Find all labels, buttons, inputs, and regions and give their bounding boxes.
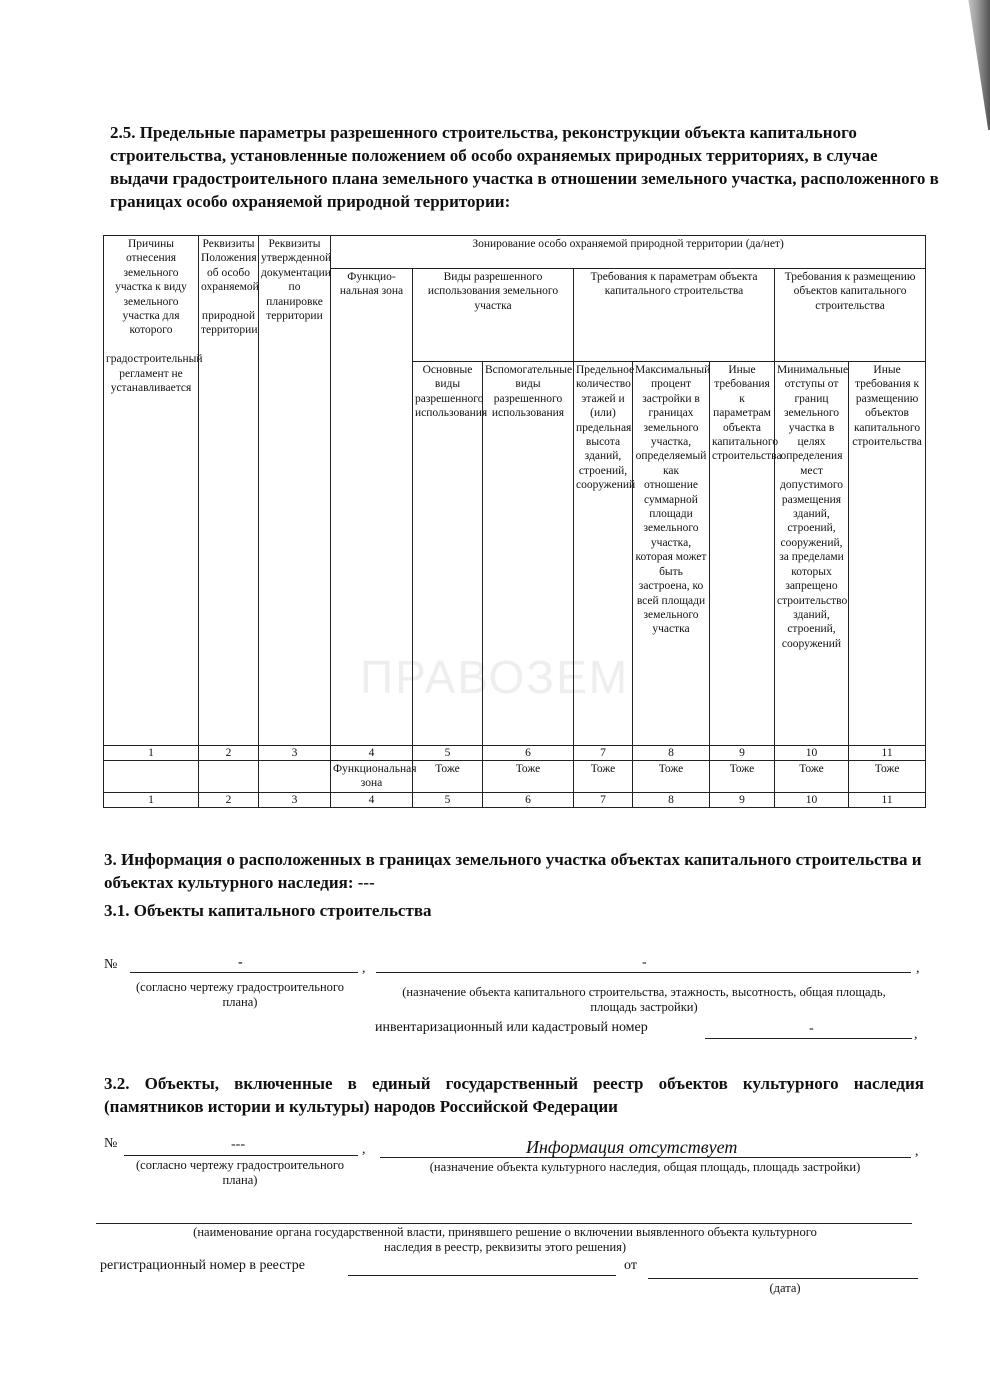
header-zoning: Зонирование особо охраняемой природной территории (да/нет) — [331, 236, 926, 269]
purpose-caption-3-1: (назначение объекта капитального строительства, этажность, высотность, общая площадь, площадь застройки) — [402, 985, 886, 1014]
reg-number-label: регистрационный номер в реестре — [100, 1258, 305, 1273]
number-value-3-2: --- — [231, 1137, 245, 1152]
number-field-3-2 — [124, 1136, 358, 1156]
inventory-label: инвентаризационный или кадастровый номер — [375, 1020, 648, 1035]
inventory-value: - — [809, 1021, 814, 1036]
purpose-caption-3-2: (назначение объекта культурного наследия, общая площадь, площадь застройки) — [429, 1160, 861, 1174]
watermark: ПРАВОЗЕМ — [360, 651, 630, 703]
authority-caption: (наименование органа государственной власти, принявшего решение о включении выявленного объекта культурного наследия в реестр, реквизиты этого решения) — [193, 1225, 817, 1254]
header-placement-requirements: Требования к размещению объектов капитального строительства — [775, 269, 926, 362]
header-other-placement: Иные требования к размещению объектов капитального строительства — [849, 362, 926, 746]
header-aux-use: Вспомогательные виды разрешенного использования — [483, 362, 574, 746]
header-col-3: Реквизиты утвержденной документации по планировке территории — [259, 236, 331, 746]
date-field — [648, 1262, 918, 1279]
cell-functional-zone: Функциональная зона — [331, 761, 413, 793]
header-param-requirements: Требования к параметрам объекта капитального строительства — [574, 269, 775, 362]
purpose-value-3-1: - — [642, 955, 647, 970]
reg-number-field — [348, 1258, 616, 1276]
header-max-floors: Предельное количество этажей и (или) предельная высота зданий, строений, сооружений — [574, 362, 633, 746]
purpose-field-3-1 — [376, 955, 911, 973]
section-3-title: 3. Информация о расположенных в границах земельного участка объектах капитального строительства и объектах культурного наследия: --- — [104, 850, 922, 892]
number-caption-3-1: (согласно чертежу градостроительного плана) — [136, 980, 344, 1009]
column-numbers-row: 1 2 3 4 5 6 7 8 9 10 11 — [104, 746, 926, 761]
header-functional-zone: Функцио-нальная зона — [331, 269, 413, 746]
header-min-setbacks: Минимальные отступы от границ земельного участка в целях определения мест допустимого размещения зданий, строений, сооружений, за пределами которых запрещено строительство зданий, строений, сооружений — [775, 362, 849, 746]
scan-edge-shadow — [954, 0, 990, 130]
number-value-3-1: - — [238, 955, 243, 970]
number-label-3-1: № — [104, 957, 118, 972]
table-data-row: Функциональная зона Тоже Тоже Тоже Тоже Тоже Тоже Тоже — [104, 761, 926, 793]
parameters-table — [103, 235, 926, 808]
date-caption: (дата) — [769, 1281, 801, 1295]
inventory-field — [705, 1021, 912, 1039]
authority-field — [96, 1205, 912, 1224]
header-max-percent: Максимальный процент застройки в границах земельного участка, определяемый как отношение суммарной площади земельного участка, которая может быть застроена, ко всей площади земельного участка — [633, 362, 710, 746]
from-label: от — [624, 1258, 637, 1273]
number-caption-3-2: (согласно чертежу градостроительного плана) — [136, 1158, 344, 1187]
header-main-use: Основные виды разрешенного использования — [413, 362, 483, 746]
section-3-2-title: 3.2. Объекты, включенные в единый государственный реестр объектов культурного наследия (памятников истории и культуры) народов Российской Федерации — [104, 1074, 924, 1116]
header-other-params: Иные требования к параметрам объекта капитального строительства — [710, 362, 775, 746]
purpose-value-3-2: Информация отсутствует — [526, 1137, 738, 1157]
section-2-5-title: 2.5. Предельные параметры разрешенного строительства, реконструкции объекта капитального строительства, установленные положением об особо охраняемых природных территориях, в случае выдачи градостроительного плана земельного участка в отношении земельного участка, расположенного в границах особо охраняемой природной территории: — [110, 123, 939, 211]
column-numbers-row-bottom: 1 2 3 4 5 6 7 8 9 10 11 — [104, 792, 926, 807]
number-label-3-2: № — [104, 1136, 118, 1151]
number-field-3-1 — [130, 955, 358, 973]
purpose-field-3-2 — [380, 1136, 911, 1158]
header-col-2: Реквизиты Положения об особо охраняемой природной территории — [199, 236, 259, 746]
section-3-1-title: 3.1. Объекты капитального строительства — [104, 901, 432, 920]
header-use-types: Виды разрешенного использования земельного участка — [413, 269, 574, 362]
header-col-1: Причины отнесения земельного участка к виду земельного участка для которого градостроительный регламент не устанавливается — [104, 236, 199, 746]
